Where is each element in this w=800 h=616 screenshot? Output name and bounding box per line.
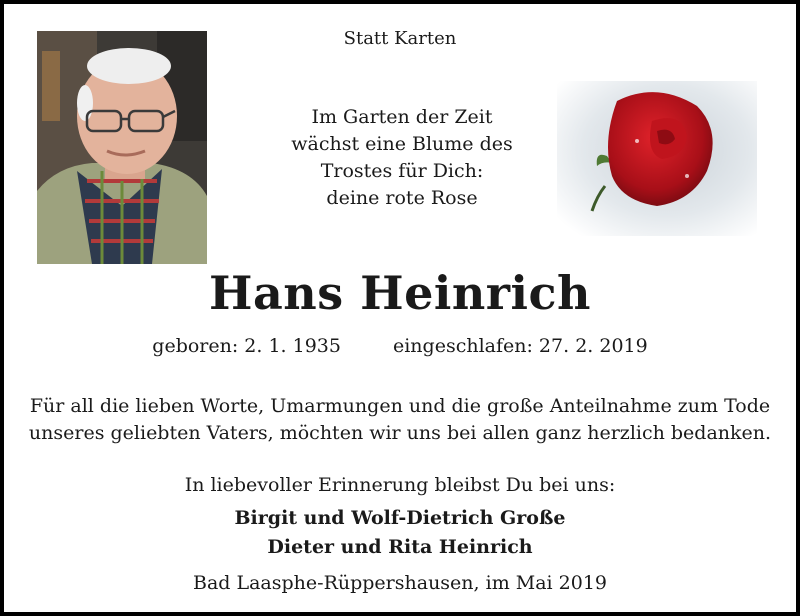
death-date: eingeschlafen: 27. 2. 2019 — [392, 335, 648, 357]
portrait-illustration — [37, 31, 207, 264]
poem-line: deine rote Rose — [326, 187, 478, 209]
poem — [272, 104, 532, 212]
deceased-name: Hans Heinrich — [209, 266, 591, 320]
memory-text: In liebevoller Erinnerung bleibst Du bei uns: — [184, 474, 616, 496]
birth-date: geboren: 2. 1. 1935 — [152, 335, 341, 357]
header-text: Statt Karten — [343, 28, 457, 49]
thanks-text — [4, 393, 796, 447]
poem-line: wächst eine Blume des — [291, 133, 513, 155]
thanks-line: unseres geliebten Vaters, möchten wir uns bei allen ganz herzlich bedanken. — [28, 422, 772, 444]
poem-line: Trostes für Dich: — [320, 160, 484, 182]
thanks-line: Für all die lieben Worte, Umarmungen und die große Anteilnahme zum Tode — [29, 395, 771, 417]
family-name: Birgit und Wolf-Dietrich Große — [234, 507, 566, 529]
life-dates — [4, 335, 796, 357]
rose-illustration — [557, 81, 757, 236]
rose-image — [557, 81, 757, 236]
poem-line: Im Garten der Zeit — [311, 106, 493, 128]
family-name: Dieter und Rita Heinrich — [267, 536, 533, 558]
place-date: Bad Laasphe-Rüppershausen, im Mai 2019 — [192, 572, 608, 594]
portrait-photo — [37, 31, 207, 264]
